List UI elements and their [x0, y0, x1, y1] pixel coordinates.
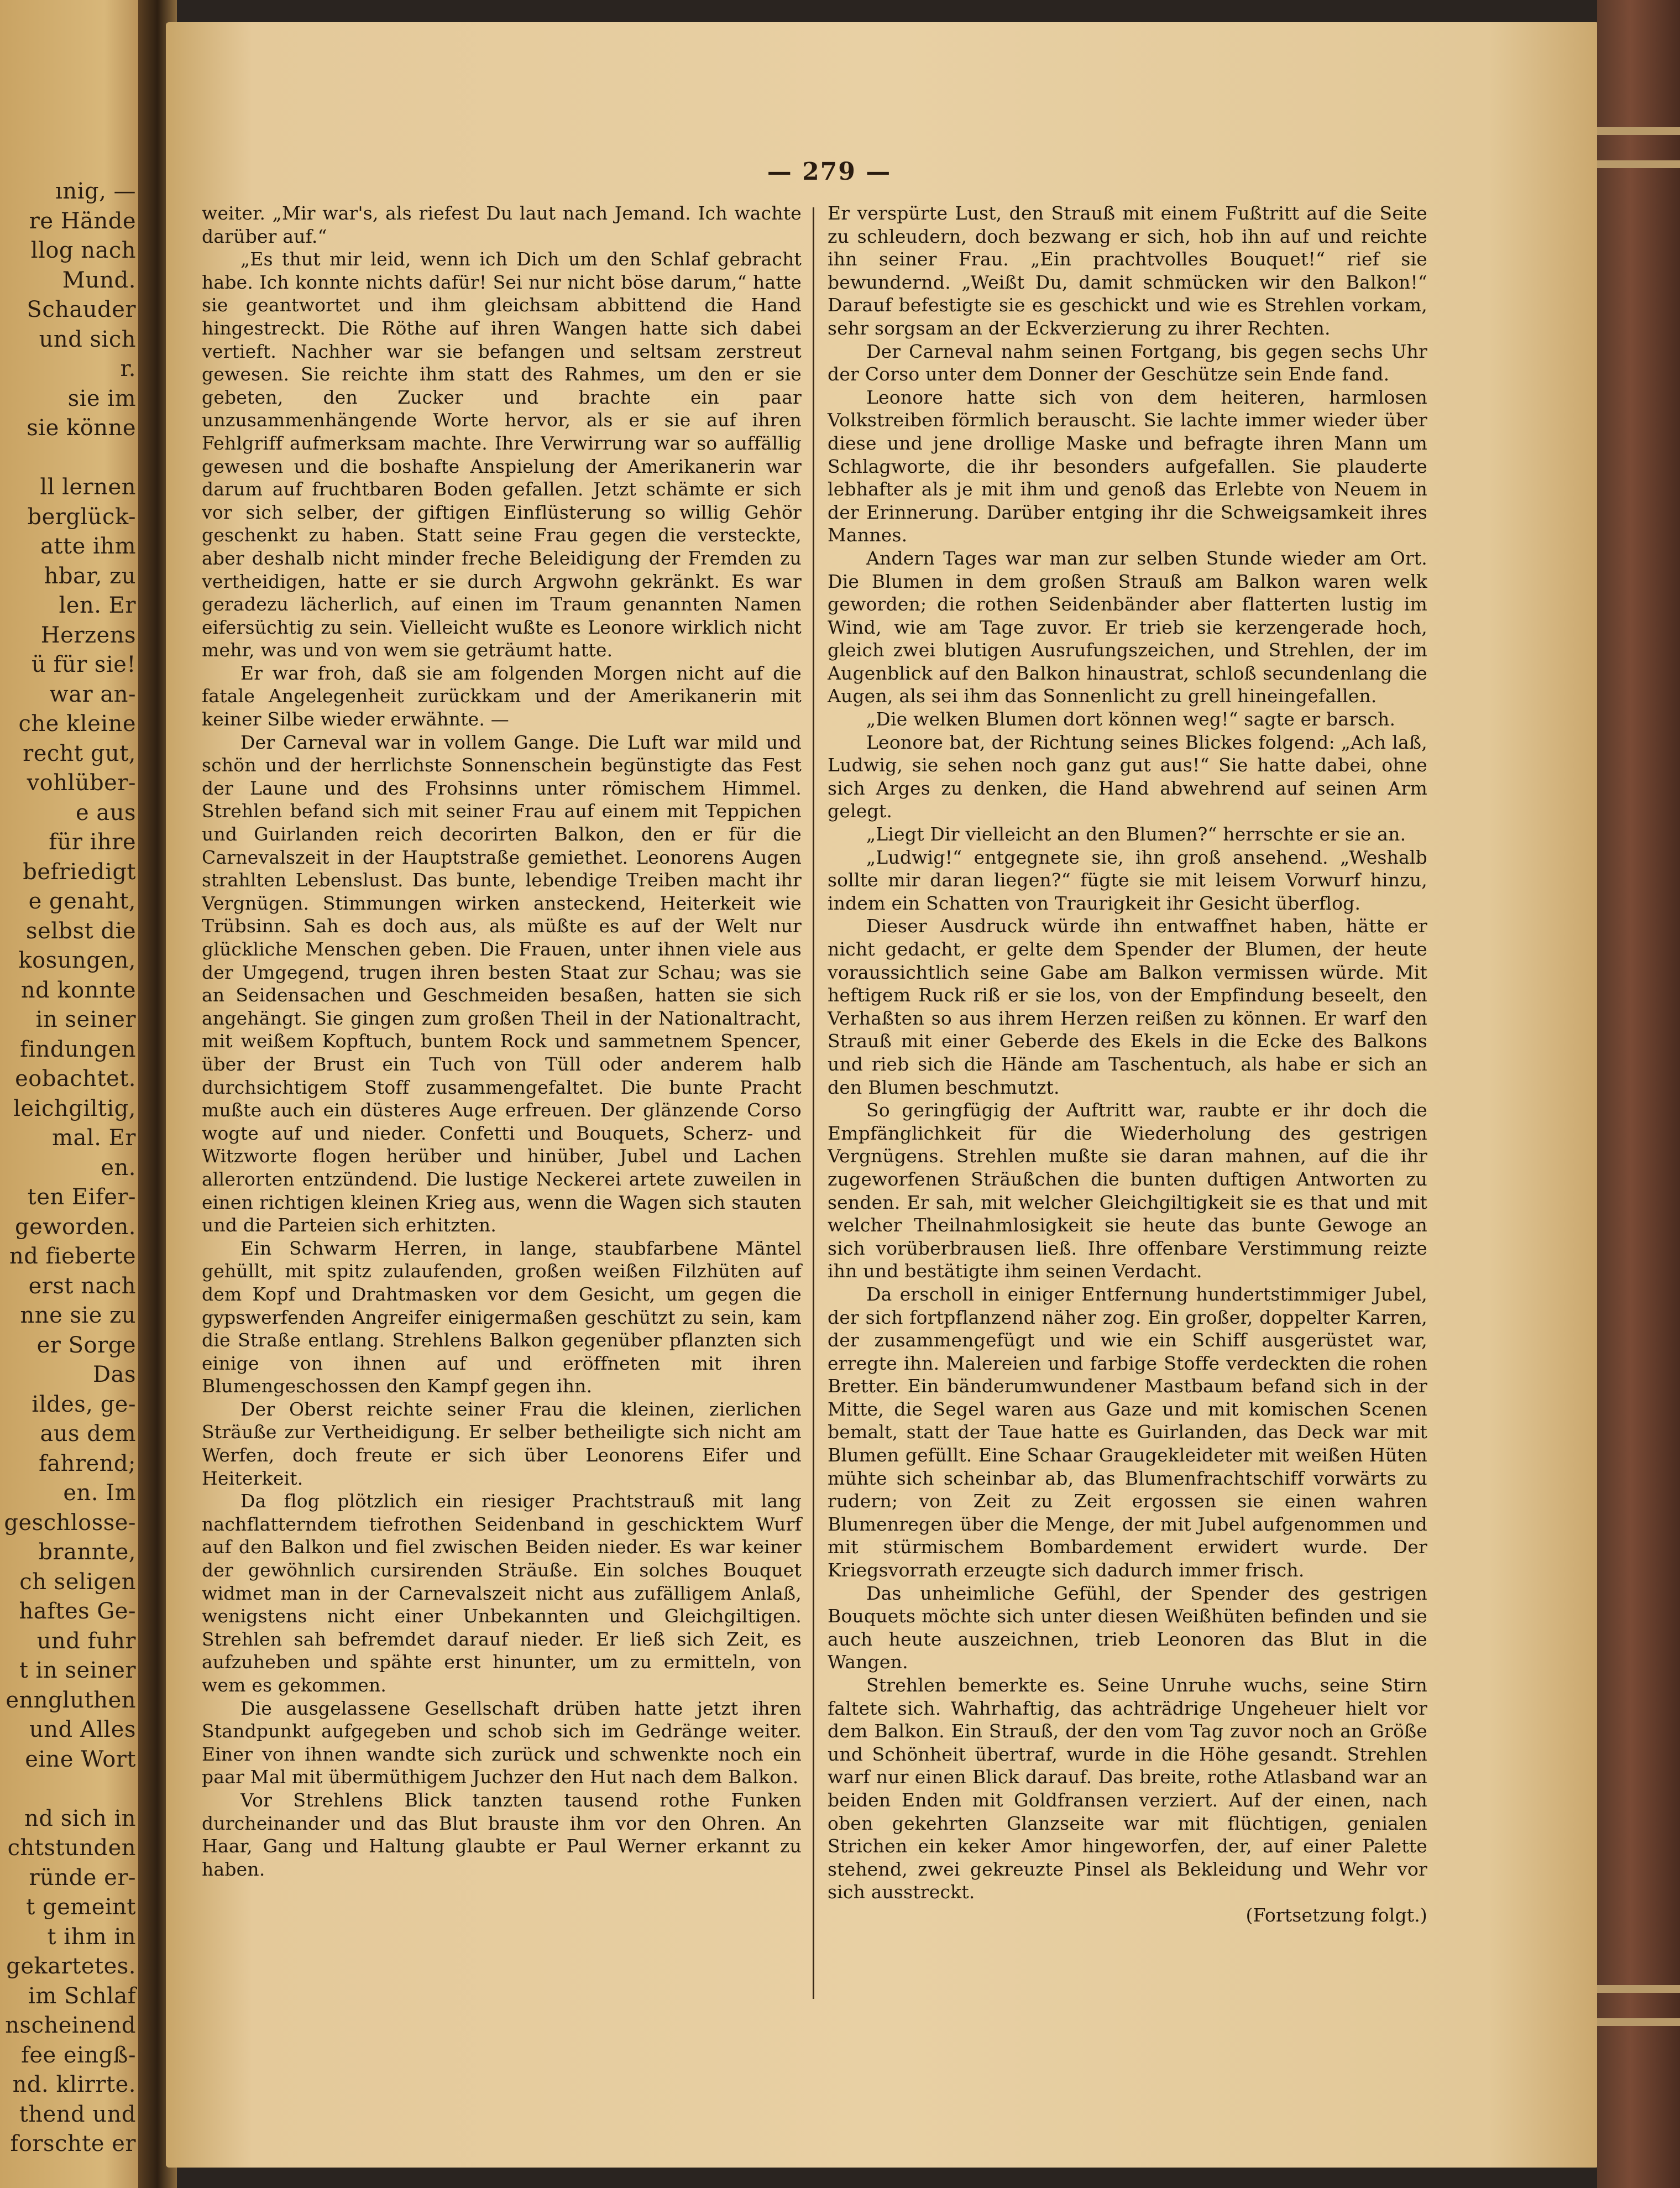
margin-fragment: ildes, ge- [32, 1391, 136, 1417]
margin-fragment: geschlosse- [4, 1510, 136, 1536]
margin-fragment: enngluthen [6, 1687, 136, 1713]
margin-fragment: fahrend; [38, 1450, 136, 1476]
paragraph: Ein Schwarm Herren, in lange, staubfarbene Mäntel gehüllt, mit spitz zulaufenden, großen weißen Filzhüten auf dem Kopf und Drahtmasken vor dem Gesicht, um gegen die gypswerfenden Angreifer einigermaßen geschützt zu sein, kam die Straße entlang. Strehlens Balkon gegenüber pflanzten sich einige von ihnen auf und eröffneten mit ihren Blumengeschossen den Kampf gegen ihn. [202, 1237, 802, 1397]
paragraph: Er verspürte Lust, den Strauß mit einem Fußtritt auf die Seite zu schleudern, doch bezwang er sich, hob ihn auf und reichte ihn seiner Frau. „Ein prachtvolles Bouquet!“ rief sie bewundernd. „Weißt Du, damit schmücken wir den Balkon!“ Darauf befestigte sie es geschickt und wie es Strehlen vorkam, sehr sorgsam an der Eckverzierung zu ihrer Rechten. [828, 202, 1427, 339]
margin-fragment: in seiner [35, 1007, 136, 1032]
margin-fragment: haftes Ge- [19, 1599, 136, 1624]
margin-fragment: t gemeint [26, 1894, 136, 1920]
paragraph: Der Carneval nahm seinen Fortgang, bis gegen sechs Uhr der Corso unter dem Donner der Geschütze sein Ende fand. [828, 340, 1427, 385]
margin-fragment: Mund. [62, 267, 136, 293]
page-number: — 279 — [767, 158, 892, 186]
spine-band [1597, 127, 1680, 135]
margin-fragment: geworden. [15, 1214, 136, 1240]
margin-fragment: erst nach [28, 1273, 136, 1299]
paragraph: weiter. „Mir war's, als riefest Du laut nach Jemand. Ich wachte darüber auf.“ [202, 202, 802, 247]
margin-fragment: nd. klirrte. [12, 2072, 136, 2097]
margin-fragment: atte ihm [40, 534, 136, 559]
margin-fragment: en. [101, 1155, 136, 1181]
paragraph: Er war froh, daß sie am folgenden Morgen nicht auf die fatale Angelegenheit zurückkam und der Amerikanerin mit keiner Silbe wieder erwähnte. — [202, 662, 802, 730]
margin-fragment: findungen [19, 1036, 136, 1062]
margin-fragment: ll lernen [40, 474, 136, 500]
margin-fragment: ch seligen [19, 1569, 136, 1595]
margin-fragment: sie könne [27, 415, 136, 441]
spine-band [1597, 160, 1680, 168]
paragraph: Vor Strehlens Blick tanzten tausend rothe Funken durcheinander und das Blut brauste ihm vor den Ohren. An Haar, Gang und Haltung glaubte er Paul Werner erkannt zu haben. [202, 1789, 802, 1880]
paragraph: „Liegt Dir vielleicht an den Blumen?“ herrschte er sie an. [866, 823, 1406, 845]
margin-fragment: vohlüber- [27, 770, 136, 796]
margin-fragment: Das [93, 1362, 136, 1387]
margin-fragment: ü für sie! [32, 652, 136, 677]
margin-fragment: berglück- [27, 504, 136, 530]
margin-fragment: Schauder [27, 297, 136, 322]
margin-fragment: ten Eifer- [27, 1184, 136, 1210]
margin-fragment: forschte er [10, 2131, 136, 2156]
margin-fragment: len. Er [59, 593, 136, 618]
margin-fragment: recht gut, [23, 740, 136, 766]
paragraph: Das unheimliche Gefühl, der Spender des gestrigen Bouquets möchte sich unter diesen Weißhüten befinden und sie auch heute auszeichnen, trieb Leonoren das Blut in die Wangen. [828, 1582, 1427, 1673]
margin-fragment: für ihre [49, 829, 136, 855]
margin-fragment: war an- [49, 681, 136, 707]
margin-fragment: nscheinend [5, 2013, 136, 2038]
margin-fragment: fee eingß- [21, 2042, 136, 2068]
paragraph: „Die welken Blumen dort können weg!“ sagte er barsch. [866, 708, 1396, 730]
paragraph: Der Carneval war in vollem Gange. Die Luft war mild und schön und der herrlichste Sonnenschein begünstigte das Fest der Laune und des Frohsinns unter römischem Himmel. Strehlen befand sich mit seiner Frau auf einem mit Teppichen und Guirlanden reich decorirten Balkon, den er für die Carnevalszeit in der Hauptstraße gemiethet. Leonorens Augen strahlten Lebenslust. Das bunte, lebendige Treiben macht ihr Vergnügen. Stimmungen wirken ansteckend, Heiterkeit wie Trübsinn. Sah es doch aus, als müßte es auf der Welt nur glückliche Menschen geben. Die Frauen, unter ihnen viele aus der Umgegend, trugen ihren besten Staat zur Schau; was sie an Seidensachen und Geschmeiden besaßen, hatten sie sich angehängt. Sie gingen zum großen Theil in der Nationaltracht, mit weißem Kopftuch, buntem Rock und sammetnem Spencer, über der Brust ein Tuch von Tüll oder anderem halb durchsichtigem Stoff zusammengefaltet. Die bunte Pracht mußte auch ein düsteres Auge erfreuen. Der glänzende Corso wogte auf und nieder. Confetti und Bouquets, Scherz- und Witzworte flogen herüber und hinüber, Jubel und Lachen allerorten entzündend. Die lustige Neckerei artete zuweilen in einen richtigen kleinen Krieg aus, wenn die Wagen sich stauten und die Parteien sich erhitzten. [202, 731, 802, 1236]
margin-fragment: er Sorge [36, 1332, 136, 1358]
margin-fragment: nd sich in [24, 1805, 136, 1831]
paragraph: „Es thut mir leid, wenn ich Dich um den Schlaf gebracht habe. Ich konnte nichts dafür! Sei nur nicht böse darum,“ hatte sie geantwortet und ihm gleichsam abbittend die Hand hingestreckt. Die Röthe auf ihren Wangen hatte sich dabei vertieft. Nachher war sie befangen und seltsam zerstreut gewesen. Sie reichte ihm statt des Rahmes, um den er sie gebeten, den Zucker und brachte ein paar unzusammenhängende Worte hervor, als er sie auf ihren Fehlgriff aufmerksam machte. Ihre Verwirrung war so auffällig gewesen und die boshafte Anspielung der Amerikanerin war darum auf fruchtbaren Boden gefallen. Jetzt schämte er sich vor sich selber, der giftigen Einflüsterung so willig Gehör geschenkt zu haben. Statt seine Frau gegen die versteckte, aber deshalb nicht minder freche Beleidigung der Fremden zu vertheidigen, hatte er sie durch Argwohn gekränkt. Es war geradezu lächerlich, auf einen im Traum genannten Namen eifersüchtig zu sein. Vielleicht wußte es Leonore wirklich nicht mehr, was und von wem sie geträumt hatte. [202, 248, 802, 661]
column-divider [813, 207, 814, 1999]
paragraph: Die ausgelassene Gesellschaft drüben hatte jetzt ihren Standpunkt aufgegeben und schob sich im Gedränge weiter. Einer von ihnen wandte sich zurück und schwenkte noch ein paar Mal mit übermüthigem Juchzer den Hut nach dem Balkon. [202, 1697, 802, 1788]
paragraph: „Ludwig!“ entgegnete sie, ihn groß ansehend. „Weshalb sollte mir daran liegen?“ fügte sie mit leisem Vorwurf hinzu, indem ein Schatten von Traurigkeit ihr Gesicht überflog. [828, 846, 1427, 914]
margin-fragment: e aus [75, 800, 136, 826]
margin-fragment: eobachtet. [15, 1066, 136, 1092]
margin-fragment: gekartetes. [6, 1954, 136, 1979]
margin-fragment: Herzens [40, 622, 136, 648]
margin-fragment: thend und [19, 2101, 136, 2127]
margin-fragment: kosungen, [18, 948, 136, 973]
paragraph: Leonore bat, der Richtung seines Blickes folgend: „Ach laß, Ludwig, sie sehen noch ganz gut aus!“ Sie hatte dabei, ohne sich Arges zu denken, die Hand abwehrend auf seinen Arm gelegt. [828, 731, 1427, 822]
book-spine [1597, 0, 1680, 2188]
margin-fragment: sie im [67, 385, 136, 411]
margin-fragment: nd fieberte [9, 1244, 136, 1269]
margin-fragment [3, 1774, 136, 1804]
paragraph: Der Oberst reichte seiner Frau die kleinen, zierlichen Sträuße zur Vertheidigung. Er selber betheiligte sich nicht am Werfen, doch freute er sich über Leonorens Eifer und Heiterkeit. [202, 1398, 802, 1489]
paragraph: So geringfügig der Auftritt war, raubte er ihr doch die Empfänglichkeit für die Wiederholung des gestrigen Vergnügens. Strehlen mußte sie daran mahnen, auf die ihr zugeworfenen Sträußchen die bunten duftigen Antworten zu senden. Er sah, mit welcher Gleichgiltigkeit sie es that und mit welcher Theilnahmlosigkeit sie heute das bunte Gewoge an sich vorüberbrausen ließ. Ihre offenbare Verstimmung reizte ihn und bestätigte ihm seinen Verdacht. [828, 1099, 1427, 1282]
paragraph: Strehlen bemerkte es. Seine Unruhe wuchs, seine Stirn faltete sich. Wahrhaftig, das achträdrige Ungeheuer hielt vor dem Balkon. Ein Strauß, der den vom Tag zuvor noch an Größe und Schönheit übertraf, wurde in die Höhe gesandt. Strehlen warf nur einen Blick darauf. Das breite, rothe Atlasband war an beiden Enden mit Goldfransen verziert. Auf der einen, nach oben gekehrten Glanzseite war mit flüchtigen, genialen Strichen ein keker Amor hingeworfen, der, auf einer Palette stehend, zwei gekreuzte Pinsel als Bekleidung und Wehr vor sich ausstreckt. [828, 1674, 1427, 1903]
margin-fragment: nne sie zu [20, 1303, 136, 1328]
margin-fragment: aus dem [40, 1421, 136, 1447]
paragraph: Da erscholl in einiger Entfernung hundertstimmiger Jubel, der sich fortpflanzend näher zog. Ein großer, doppelter Karren, der zusammengefügt und wie ein Schiff ausgerüstet war, erregte ihn. Malereien und farbige Stoffe verdeckten die rohen Bretter. Ein bänderumwundener Mastbaum befand sich in der Mitte, die Segel waren aus Gaze und mit komischen Scenen bemalt, statt der Taue hatte es Guirlanden, das Deck war mit Blumen gefüllt. Eine Schaar Graugekleideter mit weißen Hüten mühte sich scheinbar ab, das Blumenfrachtschiff vorwärts zu rudern; von Zeit zu Zeit ergossen sie einen wahren Blumenregen über die Menge, der mit Jubel aufgenommen und mit stürmischem Bombardement erwidert wurde. Der Kriegsvorrath erzeugte sich dadurch immer frisch. [828, 1283, 1427, 1581]
left-text-column [202, 202, 802, 1881]
margin-fragment: im Schlaf [28, 1983, 136, 2009]
margin-fragment: e genaht, [28, 889, 136, 914]
margin-fragment: r. [120, 356, 136, 382]
margin-fragment: chtstunden [7, 1835, 136, 1861]
spine-band [1597, 2018, 1680, 2026]
margin-fragment: und fuhr [36, 1628, 136, 1654]
margin-fragment: selbst die [26, 918, 136, 944]
paragraph: Leonore hatte sich von dem heiteren, harmlosen Volkstreiben förmlich berauscht. Sie lachte immer wieder über diese und jene drollige Maske und befragte ihren Mann um Schlagworte, die ihr besonders aufgefallen. Sie plauderte lebhafter als je mit ihm und genoß das Erlebte von Neuem in der Erinnerung. Darüber entging ihr die Schweigsamkeit ihres Mannes. [828, 386, 1427, 546]
margin-fragment: llog nach [30, 238, 136, 263]
margin-fragment: t ihm in [47, 1924, 136, 1950]
margin-fragment: en. Im [63, 1480, 136, 1506]
margin-fragment: leichgiltig, [13, 1095, 136, 1121]
margin-fragment: und sich [39, 326, 136, 352]
paragraph: Andern Tages war man zur selben Stunde wieder am Ort. Die Blumen in dem großen Strauß am Balkon waren welk geworden; die rothen Seidenbänder aber flatterten lustig im Wind, wie am Tage zuvor. Er trieb sie kerzengerade hoch, gleich zwei blutigen Ausrufungszeichen, und Strehlen, der im Augenblick auf den Balkon hinaustrat, schloß secundenlang die Augen, als sei ihm das Sonnenlicht zu grell hineingefallen. [828, 547, 1427, 707]
margin-fragment: ründe er- [29, 1865, 136, 1891]
margin-fragment: re Hände [29, 208, 136, 234]
margin-fragment: brannte, [38, 1539, 136, 1565]
left-margin-text [3, 177, 136, 2159]
left-page-edge [0, 0, 149, 2188]
continuation-note: (Fortsetzung folgt.) [1245, 1904, 1427, 1926]
margin-fragment: befriedigt [23, 859, 136, 885]
margin-fragment: nd konnte [20, 977, 136, 1003]
margin-fragment: eine Wort [25, 1746, 136, 1772]
margin-fragment: che kleine [18, 711, 136, 737]
margin-fragment [3, 443, 136, 473]
margin-fragment: ınig, — [55, 179, 136, 204]
margin-fragment: und Alles [29, 1717, 136, 1742]
paragraph: Dieser Ausdruck würde ihn entwaffnet haben, hätte er nicht gedacht, er gelte dem Spender der Blumen, der heute voraussichtlich seine Gabe am Balkon vermissen würde. Mit heftigem Ruck riß er sie los, von der Empfindung beseelt, den Verhaßten so aus ihrem Herzen reißen zu können. Er warf den Strauß mit einer Geberde des Ekels in die Ecke des Balkons und rieb sich die Hände am Taschentuch, als habe er sich an den Blumen beschmutzt. [828, 915, 1427, 1098]
paragraph: Da flog plötzlich ein riesiger Prachtstrauß mit lang nachflatterndem tiefrothen Seidenband in geschicktem Wurf auf den Balkon und fiel zwischen Beiden nieder. Es war keiner der gewöhnlich cursirenden Sträuße. Ein solches Bouquet widmet man in der Carnevalszeit nicht aus zufälligem Anlaß, wenigstens nicht einer Unbekannten und Gleichgiltigen. Strehlen sah befremdet darauf nieder. Er ließ sich Zeit, es aufzuheben und spähte erst hinunter, um zu ermitteln, von wem es gekommen. [202, 1490, 802, 1696]
margin-fragment: hbar, zu [44, 563, 136, 589]
margin-fragment: t in seiner [19, 1658, 136, 1683]
right-text-column [828, 202, 1427, 1927]
margin-fragment: mal. Er [52, 1125, 136, 1151]
spine-band [1597, 1985, 1680, 1993]
